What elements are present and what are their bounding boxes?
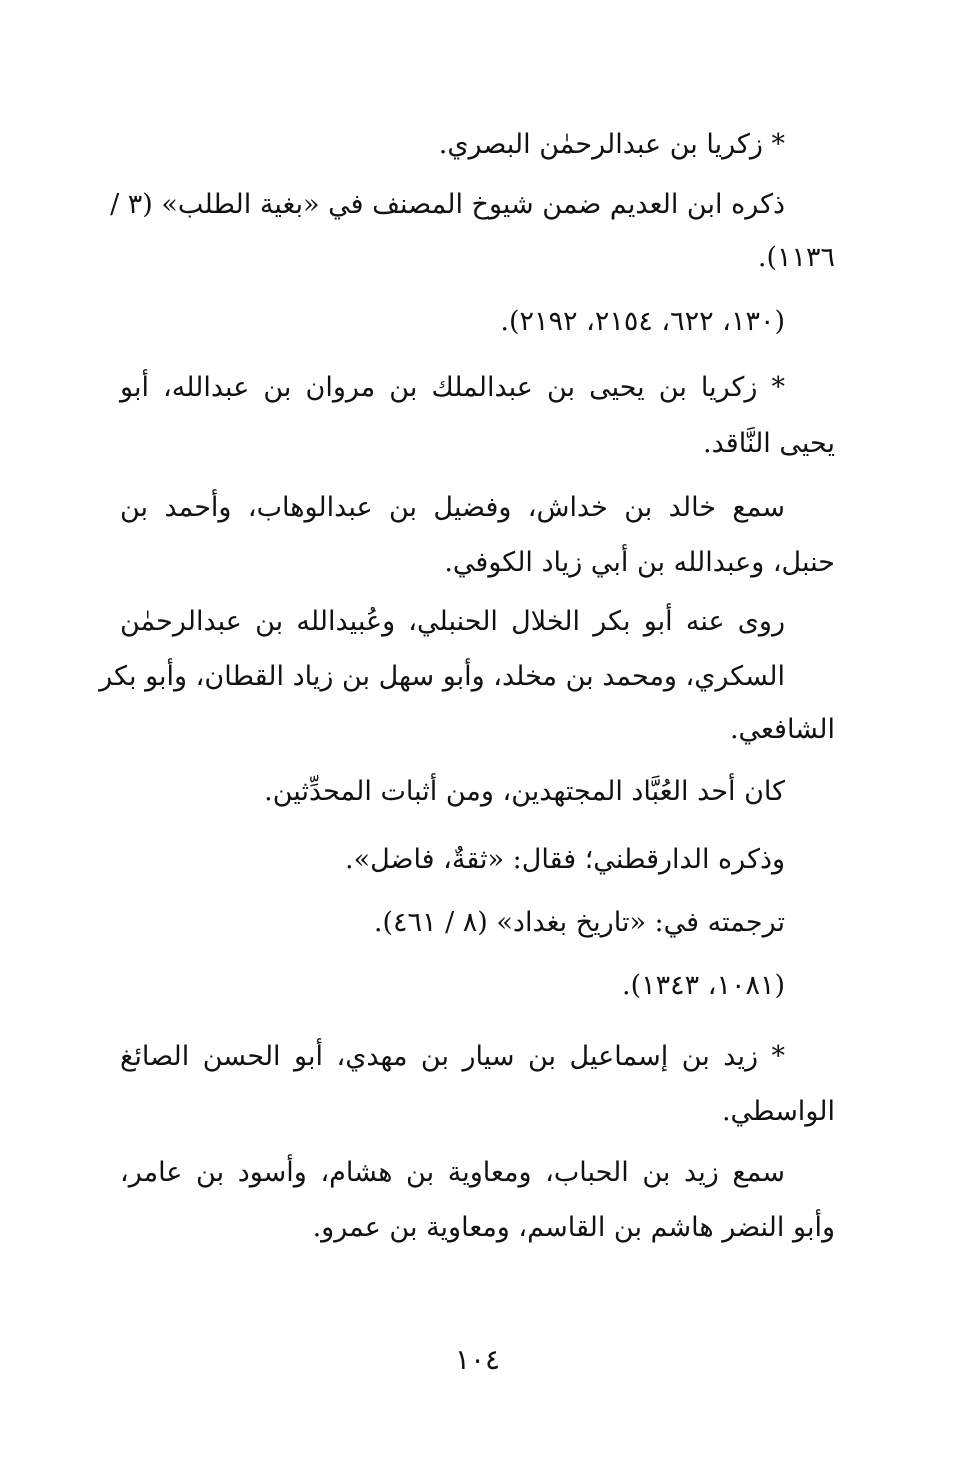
page-number: ١٠٤: [454, 1343, 501, 1376]
entry-heading: الواسطي.: [721, 1096, 835, 1127]
paragraph-line: الشافعي.: [729, 714, 835, 745]
paragraph-line: ذكره ابن العديم ضمن شيوخ المصنف في «بغية الطلب» (٣ /: [110, 189, 785, 220]
reference-numbers: (١٠٨١، ١٣٤٣).: [622, 970, 785, 1001]
entry-heading: * زكريا بن يحيى بن عبدالملك بن مروان بن عبدالله، أبو: [120, 372, 785, 403]
paragraph-line: سمع زيد بن الحباب، ومعاوية بن هشام، وأسود بن عامر،: [120, 1157, 785, 1188]
paragraph-line: وأبو النضر هاشم بن القاسم، ومعاوية بن عمرو.: [312, 1212, 835, 1243]
paragraph-line: ١١٣٦).: [757, 242, 835, 273]
paragraph-line: حنبل، وعبدالله بن أبي زياد الكوفي.: [444, 547, 835, 578]
paragraph-line: سمع خالد بن خداش، وفضيل بن عبدالوهاب، وأحمد بن: [120, 492, 785, 523]
entry-heading: يحيى النَّاقد.: [703, 428, 835, 459]
paragraph-line: وذكره الدارقطني؛ فقال: «ثقةٌ، فاضل».: [344, 844, 785, 875]
entry-heading: * زيد بن إسماعيل بن سيار بن مهدي، أبو الحسن الصائغ: [120, 1041, 785, 1072]
paragraph-line: السكري، ومحمد بن مخلد، وأبو سهل بن زياد القطان، وأبو بكر: [99, 661, 785, 692]
entry-heading: * زكريا بن عبدالرحمٰن البصري.: [438, 129, 785, 160]
paragraph-line: ترجمته في: «تاريخ بغداد» (٨ / ٤٦١).: [373, 907, 785, 938]
paragraph-line: كان أحد العُبَّاد المجتهدين، ومن أثبات المحدِّثين.: [264, 776, 785, 807]
reference-numbers: (١٣٠، ٦٢٢، ٢١٥٤، ٢١٩٢).: [500, 306, 785, 337]
paragraph-line: روى عنه أبو بكر الخلال الحنبلي، وعُبيدالله بن عبدالرحمٰن: [120, 606, 785, 637]
